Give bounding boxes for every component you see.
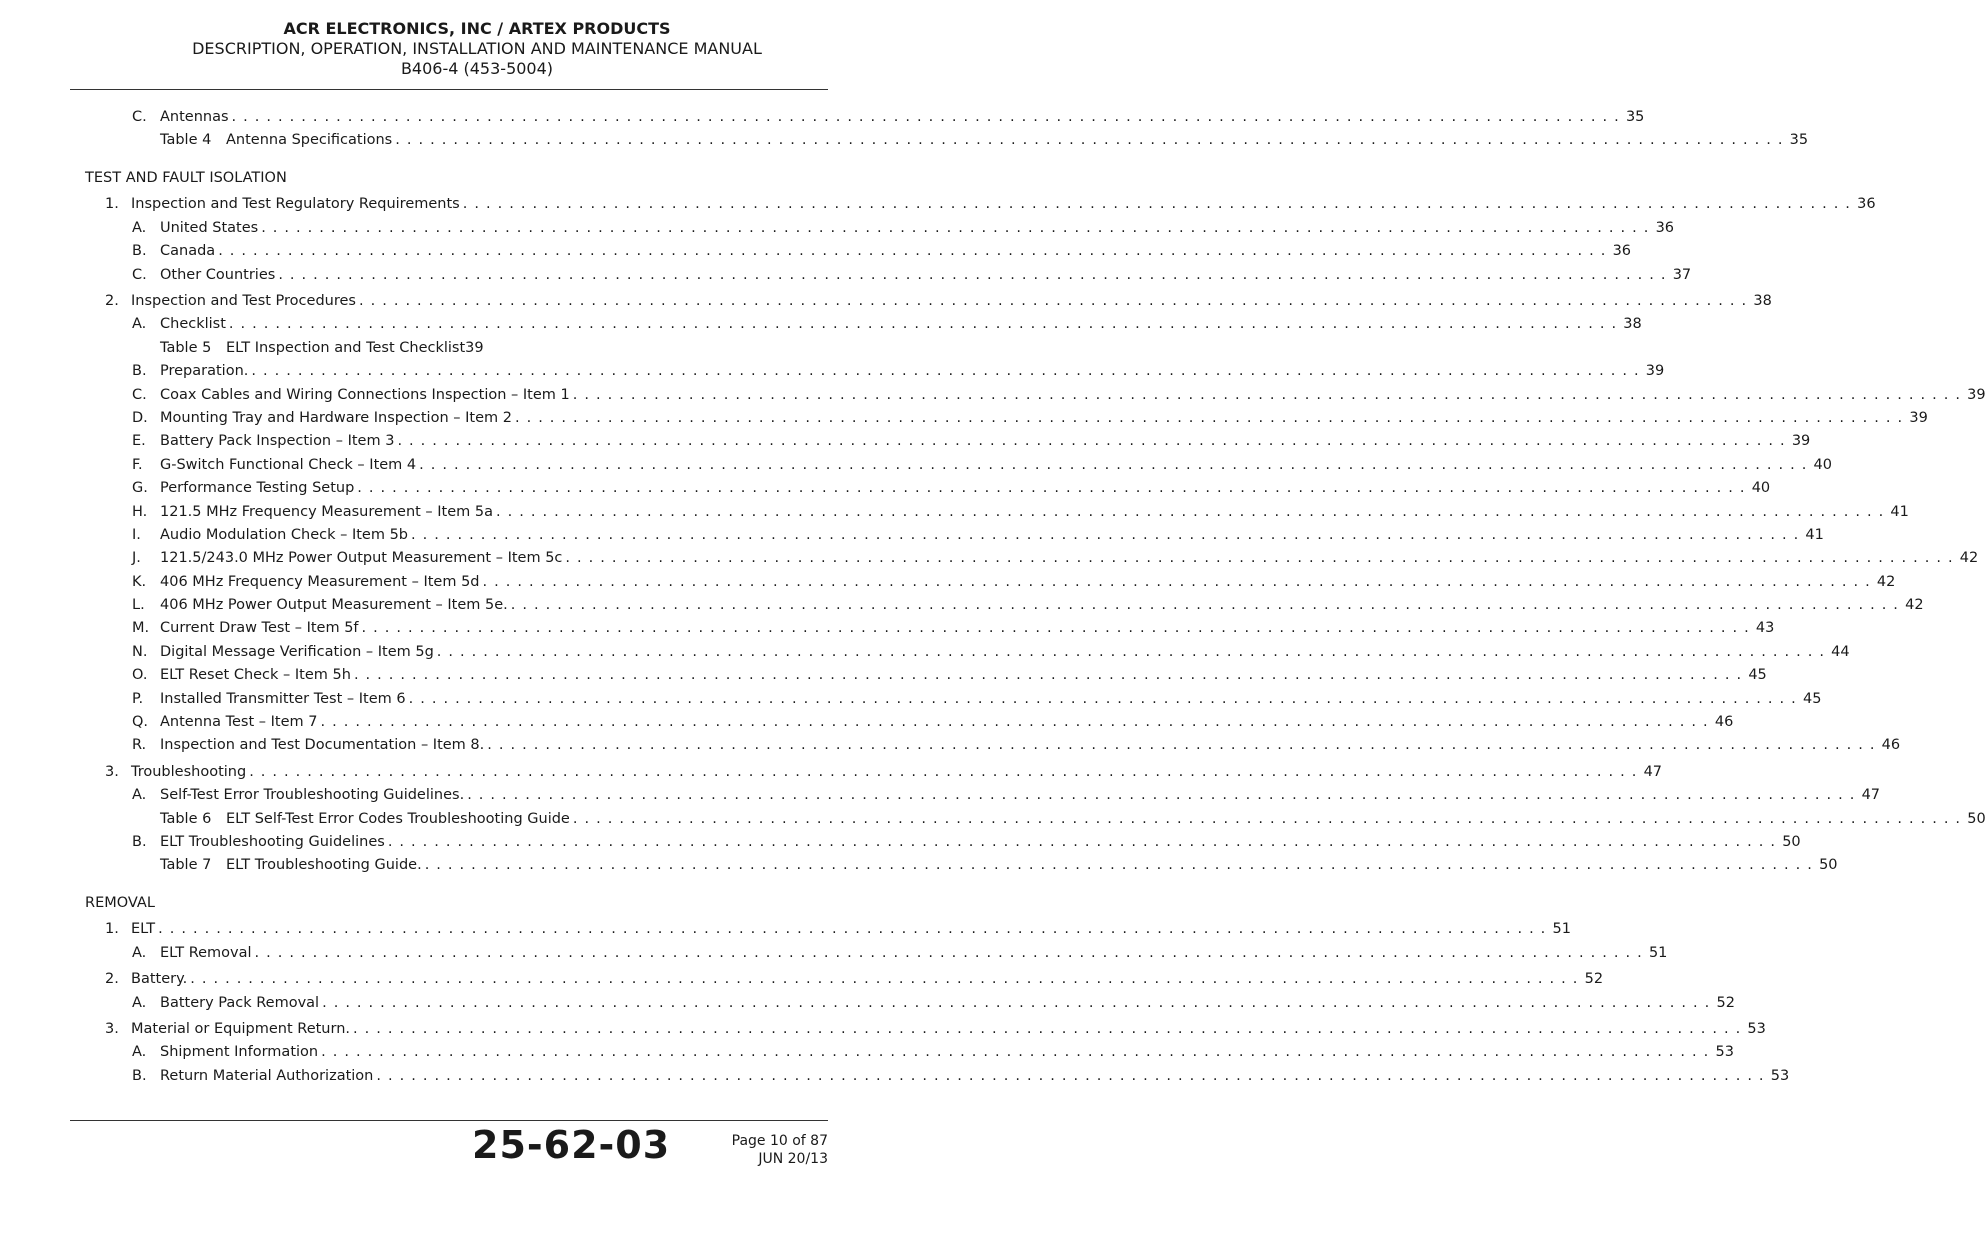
toc-entry[interactable] [132,432,1811,450]
toc-entry-page: 39 [1791,433,1811,449]
toc-entry-number: D. [132,410,148,426]
toc-entry-number: N. [132,644,148,660]
toc-entry-title: Self-Test Error Troubleshooting Guidelines. [160,787,465,803]
dot-leader: . . . . . . . . . . . . . . . . . . . . . . . . . . . . . . . . . . . . . . . . . . . . . . . . . . . . . . . . . . . . . . . . . . . . . . . . . . . . . . . . . . . . . . . . . . . . . . . . . . . . . . . . . . . . . . . . . . . . . . . . [572,811,1962,827]
toc-entry-title: 406 MHz Power Output Measurement – Item 5e. [160,597,508,613]
toc-entry-number: O. [132,667,148,683]
toc-entry-number: K. [132,574,147,590]
toc-entry-title: ELT Troubleshooting Guidelines [160,834,385,850]
toc-entry-number: Table 6 [160,811,212,827]
header-rule [70,89,828,90]
toc-entry-title: Checklist [160,316,226,332]
toc-entry[interactable] [132,219,1675,237]
document-code: 25-62-03 [472,1123,671,1167]
dot-leader: . . . . . . . . . . . . . . . . . . . . . . . . . . . . . . . . . . . . . . . . . . . . . . . . . . . . . . . . . . . . . . . . . . . . . . . . . . . . . . . . . . . . . . . . . . . . . . . . . . . . . . . . . . . . . . . . . . . . . . . . [228,316,1618,332]
dot-leader: . . . . . . . . . . . . . . . . . . . . . . . . . . . . . . . . . . . . . . . . . . . . . . . . . . . . . . . . . . . . . . . . . . . . . . . . . . . . . . . . . . . . . . . . . . . . . . . . . . . . . . . . . . . . . . . . . . . . . . . . [424,857,1814,873]
dot-leader: . . . . . . . . . . . . . . . . . . . . . . . . . . . . . . . . . . . . . . . . . . . . . . . . . . . . . . . . . . . . . . . . . . . . . . . . . . . . . . . . . . . . . . . . . . . . . . . . . . . . . . . . . . . . . . . . . . . . . . . . [419,457,1808,473]
toc-entry-page: 53 [1715,1044,1734,1060]
toc-entry-title: Inspection and Test Documentation – Item 8. [160,737,485,753]
toc-entry[interactable] [132,315,1642,333]
toc-entry-page: 35 [1625,109,1645,125]
dot-leader: . . . . . . . . . . . . . . . . . . . . . . . . . . . . . . . . . . . . . . . . . . . . . . . . . . . . . . . . . . . . . . . . . . . . . . . . . . . . . . . . . . . . . . . . . . . . . . . . . . . . . . . . . . . . . . . . . . . . . . . . [514,410,1904,426]
toc-entry-page: 53 [1770,1068,1790,1084]
toc-entry[interactable] [132,503,1909,521]
toc-entry-title: Mounting Tray and Hardware Inspection – Item 2 [160,410,512,426]
toc-entry-page: 35 [1789,132,1809,148]
toc-entry-number: C. [132,267,147,283]
toc-entry-number: Table 4 [160,132,212,148]
toc-entry[interactable] [132,573,1896,591]
toc-entry-page: 38 [1623,316,1642,332]
toc-entry-page: 39 [1645,363,1665,379]
toc-entry-number: R. [132,737,147,753]
toc-entry-title: Installed Transmitter Test – Item 6 [160,691,406,707]
toc-entry[interactable] [132,713,1734,731]
dot-leader: . . . . . . . . . . . . . . . . . . . . . . . . . . . . . . . . . . . . . . . . . . . . . . . . . . . . . . . . . . . . . . . . . . . . . . . . . . . . . . . . . . . . . . . . . . . . . . . . . . . . . . . . . . . . . . . . . . . . . . . . [353,1021,1742,1037]
toc-entry-page: 44 [1831,644,1850,660]
toc-entry[interactable] [132,736,1901,754]
toc-entry-page: 46 [1881,737,1901,753]
toc-entry-title: Material or Equipment Return. [131,1021,351,1037]
toc-entry-number: 3. [105,1021,119,1037]
toc-entry-page: 39 [1909,410,1928,426]
toc-entry-number: Table 7 [160,857,212,873]
toc-entry-page: 52 [1716,995,1735,1011]
toc-entry-title: ELT Reset Check – Item 5h [160,667,351,683]
model-number: B406-4 (453-5004) [400,59,554,78]
toc-entry-title: Canada [160,243,216,259]
toc-entry-number: P. [132,691,144,707]
dot-leader: . . . . . . . . . . . . . . . . . . . . . . . . . . . . . . . . . . . . . . . . . . . . . . . . . . . . . . . . . . . . . . . . . . . . . . . . . . . . . . . . . . . . . . . . . . . . . . . . . . . . . . . . . . . . . . . . . . . . . . . . [408,691,1797,707]
toc-entry-number: H. [132,504,148,520]
toc-entry[interactable] [132,994,1735,1012]
dot-leader: . . . . . . . . . . . . . . . . . . . . . . . . . . . . . . . . . . . . . . . . . . . . . . . . . . . . . . . . . . . . . . . . . . . . . . . . . . . . . . . . . . . . . . . . . . . . . . . . . . . . . . . . . . . . . . . . . . . . . . . . [261,220,1650,236]
toc-entry-title: ELT [131,921,156,937]
toc-entry-page: 45 [1802,691,1822,707]
toc-entry-page: 41 [1890,504,1909,520]
toc-entry-title: Inspection and Test Regulatory Requirements [131,196,460,212]
toc-entry-title: ELT Troubleshooting Guide. [226,857,422,873]
toc-entry-page: 36 [1655,220,1675,236]
toc-entry[interactable] [132,619,1775,637]
toc-entry[interactable] [132,242,1632,260]
revision-date: JUN 20/13 [758,1151,828,1167]
toc-entry-title: 121.5 MHz Frequency Measurement – Item 5a [160,504,494,520]
dot-leader: . . . . . . . . . . . . . . . . . . . . . . . . . . . . . . . . . . . . . . . . . . . . . . . . . . . . . . . . . . . . . . . . . . . . . . . . . . . . . . . . . . . . . . . . . . . . . . . . . . . . . . . . . . . . . . . . . . . . . . . . [487,737,1876,753]
toc-entry-title: Current Draw Test – Item 5f [160,620,359,636]
toc-entry-title: Antenna Test – Item 7 [160,714,318,730]
toc-entry-title: Inspection and Test Procedures [131,293,356,309]
dot-leader: . . . . . . . . . . . . . . . . . . . . . . . . . . . . . . . . . . . . . . . . . . . . . . . . . . . . . . . . . . . . . . . . . . . . . . . . . . . . . . . . . . . . . . . . . . . . . . . . . . . . . . . . . . . . . . . . . . . . . . . . [278,267,1667,283]
toc-entry-title: Troubleshooting [131,764,247,780]
dot-leader: . . . . . . . . . . . . . . . . . . . . . . . . . . . . . . . . . . . . . . . . . . . . . . . . . . . . . . . . . . . . . . . . . . . . . . . . . . . . . . . . . . . . . . . . . . . . . . . . . . . . . . . . . . . . . . . . . . . . . . . . [320,714,1709,730]
toc-entry-number: 1. [105,196,119,212]
toc-entry-title: Coax Cables and Wiring Connections Inspection – Item 1 [160,387,570,403]
toc-entry-title: Battery Pack Removal [160,995,320,1011]
toc-entry-page: 39 [1967,387,1986,403]
dot-leader: . . . . . . . . . . . . . . . . . . . . . . . . . . . . . . . . . . . . . . . . . . . . . . . . . . . . . . . . . . . . . . . . . . . . . . . . . . . . . . . . . . . . . . . . . . . . . . . . . . . . . . . . . . . . . . . . . . . . . . . . [572,387,1962,403]
toc-entry[interactable] [132,690,1822,708]
dot-leader: . . . . . . . . . . . . . . . . . . . . . . . . . . . . . . . . . . . . . . . . . . . . . . . . . . . . . . . . . . . . . . . . . . . . . . . . . . . . . . . . . . . . . . . . . . . . . . . . . . . . . . . . . . . . . . . . . . . . . . . . [397,433,1786,449]
toc-entry-number: B. [132,1068,147,1084]
toc-entry-page: 50 [1819,857,1838,873]
toc-entry[interactable] [105,920,1571,938]
dot-leader: . . . . . . . . . . . . . . . . . . . . . . . . . . . . . . . . . . . . . . . . . . . . . . . . . . . . . . . . . . . . . . . . . . . . . . . . . . . . . . . . . . . . . . . . . . . . . . . . . . . . . . . . . . . . . . . . . . . . . . . . [357,480,1746,496]
toc-entry[interactable] [132,944,1668,962]
toc-entry[interactable] [105,763,1663,781]
dot-leader: . . . . . . . . . . . . . . . . . . . . . . . . . . . . . . . . . . . . . . . . . . . . . . . . . . . . . . . . . . . . . . . . . . . . . . . . . . . . . . . . . . . . . . . . . . . . . . . . . . . . . . . . . . . . . . . . . . . . . . . . [254,945,1643,961]
document-header [0,18,954,79]
dot-leader: . . . . . . . . . . . . . . . . . . . . . . . . . . . . . . . . . . . . . . . . . . . . . . . . . . . . . . . . . . . . . . . . . . . . . . . . . . . . . . . . . . . . . . . . . . . . . . . . . . . . . . . . . . . . . . . . . . . . . . . . [411,527,1800,543]
toc-entry-title: ELT Removal [160,945,252,961]
toc-entry[interactable] [132,456,1832,474]
toc-entry[interactable] [132,409,1928,427]
toc-entry-page: 47 [1861,787,1881,803]
toc-entry-number: 2. [105,971,119,987]
dot-leader: . . . . . . . . . . . . . . . . . . . . . . . . . . . . . . . . . . . . . . . . . . . . . . . . . . . . . . . . . . . . . . . . . . . . . . . . . . . . . . . . . . . . . . . . . . . . . . . . . . . . . . . . . . . . . . . . . . . . . . . . [462,196,1852,212]
toc-entry[interactable] [132,479,1771,497]
toc-entry-number: A. [132,1044,147,1060]
toc-entry[interactable] [132,108,1645,126]
toc-entry[interactable] [105,1020,1766,1038]
toc-entry[interactable] [132,549,1979,567]
toc-entry[interactable] [132,833,1801,851]
toc-entry-title: Digital Message Verification – Item 5g [160,644,434,660]
toc-entry-number: L. [132,597,145,613]
dot-leader: . . . . . . . . . . . . . . . . . . . . . . . . . . . . . . . . . . . . . . . . . . . . . . . . . . . . . . . . . . . . . . . . . . . . . . . . . . . . . . . . . . . . . . . . . . . . . . . . . . . . . . . . . . . . . . . . . . . . . . . . [467,787,1856,803]
dot-leader: . . . . . . . . . . . . . . . . . . . . . . . . . . . . . . . . . . . . . . . . . . . . . . . . . . . . . . . . . . . . . . . . . . . . . . . . . . . . . . . . . . . . . . . . . . . . . . . . . . . . . . . . . . . . . . . . . . . . . . . . [510,597,1900,613]
toc-entry-page: 50 [1782,834,1801,850]
toc-entry-page: 42 [1959,550,1979,566]
toc-entry[interactable] [132,643,1850,661]
manual-title: DESCRIPTION, OPERATION, INSTALLATION AND MAINTENANCE MANUAL [192,39,762,58]
toc-entry[interactable] [105,970,1604,988]
dot-leader: . . . . . . . . . . . . . . . . . . . . . . . . . . . . . . . . . . . . . . . . . . . . . . . . . . . . . . . . . . . . . . . . . . . . . . . . . . . . . . . . . . . . . . . . . . . . . . . . . . . . . . . . . . . . . . . . . . . . . . . . [251,363,1640,379]
toc-entry-number: G. [132,480,148,496]
dot-leader: . . . . . . . . . . . . . . . . . . . . . . . . . . . . . . . . . . . . . . . . . . . . . . . . . . . . . . . . . . . . . . . . . . . . . . . . . . . . . . . . . . . . . . . . . . . . . . . . . . . . . . . . . . . . . . . . . . . . . . . . [190,971,1579,987]
toc-entry-title: 406 MHz Frequency Measurement – Item 5d [160,574,480,590]
dot-leader: . . . . . . . . . . . . . . . . . . . . . . . . . . . . . . . . . . . . . . . . . . . . . . . . . . . . . . . . . . . . . . . . . . . . . . . . . . . . . . . . . . . . . . . . . . . . . . . . . . . . . . . . . . . . . . . . . . . . . . . . [322,995,1711,1011]
dot-leader: . . . . . . . . . . . . . . . . . . . . . . . . . . . . . . . . . . . . . . . . . . . . . . . . . . . . . . . . . . . . . . . . . . . . . . . . . . . . . . . . . . . . . . . . . . . . . . . . . . . . . . . . . . . . . . . . . . . . . . . . [358,293,1748,309]
toc-entry-number: A. [132,787,147,803]
toc-entry-title: United States [160,220,259,236]
toc-entry[interactable] [132,362,1665,380]
toc-entry[interactable] [160,810,1986,828]
dot-leader: . . . . . . . . . . . . . . . . . . . . . . . . . . . . . . . . . . . . . . . . . . . . . . . . . . . . . . . . . . . . . . . . . . . . . . . . . . . . . . . . . . . . . . . . . . . . . . . . . . . . . . . . . . . . . . . . . . . . . . . . [565,550,1954,566]
toc-entry-page: 47 [1643,764,1663,780]
toc-entry-page: 42 [1905,597,1924,613]
toc-entry-page: 37 [1672,267,1692,283]
toc-entry-number: I. [132,527,141,543]
toc-entry-number: C. [132,387,147,403]
toc-entry[interactable] [132,786,1881,804]
dot-leader: . . . . . . . . . . . . . . . . . . . . . . . . . . . . . . . . . . . . . . . . . . . . . . . . . . . . . . . . . . . . . . . . . . . . . . . . . . . . . . . . . . . . . . . . . . . . . . . . . . . . . . . . . . . . . . . . . . . . . . . . [387,834,1777,850]
toc-entry-title: Audio Modulation Check – Item 5b [160,527,409,543]
toc-entry-page: 51 [1552,921,1571,937]
toc-entry-number: A. [132,995,147,1011]
toc-entry-page: 43 [1755,620,1775,636]
page-number: Page 10 of 87 [731,1133,828,1149]
toc-entry-number: A. [132,316,147,332]
toc-entry-number: B. [132,363,147,379]
dot-leader: . . . . . . . . . . . . . . . . . . . . . . . . . . . . . . . . . . . . . . . . . . . . . . . . . . . . . . . . . . . . . . . . . . . . . . . . . . . . . . . . . . . . . . . . . . . . . . . . . . . . . . . . . . . . . . . . . . . . . . . . [376,1068,1765,1084]
toc-entry-title: ELT Self-Test Error Codes Troubleshooting Guide [226,811,570,827]
toc-entry-page: 50 [1967,811,1986,827]
toc-entry-title: ELT Inspection and Test Checklist39 [226,340,484,356]
toc-entry-title: Return Material Authorization [160,1068,374,1084]
dot-leader: . . . . . . . . . . . . . . . . . . . . . . . . . . . . . . . . . . . . . . . . . . . . . . . . . . . . . . . . . . . . . . . . . . . . . . . . . . . . . . . . . . . . . . . . . . . . . . . . . . . . . . . . . . . . . . . . . . . . . . . . [158,921,1547,937]
toc-entry-number: E. [132,433,146,449]
dot-leader: . . . . . . . . . . . . . . . . . . . . . . . . . . . . . . . . . . . . . . . . . . . . . . . . . . . . . . . . . . . . . . . . . . . . . . . . . . . . . . . . . . . . . . . . . . . . . . . . . . . . . . . . . . . . . . . . . . . . . . . . [249,764,1638,780]
toc-entry-page: 52 [1584,971,1604,987]
dot-leader: . . . . . . . . . . . . . . . . . . . . . . . . . . . . . . . . . . . . . . . . . . . . . . . . . . . . . . . . . . . . . . . . . . . . . . . . . . . . . . . . . . . . . . . . . . . . . . . . . . . . . . . . . . . . . . . . . . . . . . . . [496,504,1885,520]
toc-entry-page: 45 [1748,667,1767,683]
toc-entry-number: B. [132,834,147,850]
section-heading: REMOVAL [85,895,155,911]
footer-rule [70,1120,828,1121]
toc-entry-title: Other Countries [160,267,276,283]
dot-leader: . . . . . . . . . . . . . . . . . . . . . . . . . . . . . . . . . . . . . . . . . . . . . . . . . . . . . . . . . . . . . . . . . . . . . . . . . . . . . . . . . . . . . . . . . . . . . . . . . . . . . . . . . . . . . . . . . . . . . . . . [436,644,1826,660]
toc-entry-page: 40 [1813,457,1832,473]
toc-entry[interactable] [105,195,1876,213]
toc-entry-number: J. [132,550,141,566]
toc-entry-title: Shipment Information [160,1044,319,1060]
toc-entry[interactable] [132,266,1692,284]
toc-entry-number: Table 5 [160,340,212,356]
toc-entry-title: Battery. [131,971,188,987]
toc-entry-title: Battery Pack Inspection – Item 3 [160,433,395,449]
toc-entry[interactable] [160,131,1809,149]
toc-entry-number: B. [132,243,147,259]
toc-entry[interactable] [132,386,1986,404]
toc-entry-title: 121.5/243.0 MHz Power Output Measurement – Item 5c [160,550,563,566]
toc-entry-title: Antenna Specifications [226,132,393,148]
toc-entry-number: A. [132,945,147,961]
page-info [732,1132,828,1168]
toc-entry-title: Antennas [160,109,229,125]
toc-entry-number: C. [132,109,147,125]
toc-entry[interactable] [132,526,1824,544]
toc-entry-page: 40 [1751,480,1771,496]
toc-entry-page: 38 [1753,293,1772,309]
toc-entry[interactable] [160,856,1838,874]
dot-leader: . . . . . . . . . . . . . . . . . . . . . . . . . . . . . . . . . . . . . . . . . . . . . . . . . . . . . . . . . . . . . . . . . . . . . . . . . . . . . . . . . . . . . . . . . . . . . . . . . . . . . . . . . . . . . . . . . . . . . . . . [395,132,1784,148]
dot-leader: . . . . . . . . . . . . . . . . . . . . . . . . . . . . . . . . . . . . . . . . . . . . . . . . . . . . . . . . . . . . . . . . . . . . . . . . . . . . . . . . . . . . . . . . . . . . . . . . . . . . . . . . . . . . . . . . . . . . . . . . [321,1044,1710,1060]
toc-entry-page: 51 [1648,945,1668,961]
toc-entry[interactable] [132,1067,1790,1085]
toc-entry-page: 36 [1857,196,1876,212]
toc-entry-page: 53 [1747,1021,1766,1037]
toc-entry-number: 2. [105,293,119,309]
dot-leader: . . . . . . . . . . . . . . . . . . . . . . . . . . . . . . . . . . . . . . . . . . . . . . . . . . . . . . . . . . . . . . . . . . . . . . . . . . . . . . . . . . . . . . . . . . . . . . . . . . . . . . . . . . . . . . . . . . . . . . . . [482,574,1871,590]
toc-entry-title: G-Switch Functional Check – Item 4 [160,457,417,473]
toc-entry[interactable] [132,1043,1734,1061]
dot-leader: . . . . . . . . . . . . . . . . . . . . . . . . . . . . . . . . . . . . . . . . . . . . . . . . . . . . . . . . . . . . . . . . . . . . . . . . . . . . . . . . . . . . . . . . . . . . . . . . . . . . . . . . . . . . . . . . . . . . . . . . [231,109,1620,125]
toc-entry-title: Performance Testing Setup [160,480,355,496]
toc-entry-number: F. [132,457,143,473]
dot-leader: . . . . . . . . . . . . . . . . . . . . . . . . . . . . . . . . . . . . . . . . . . . . . . . . . . . . . . . . . . . . . . . . . . . . . . . . . . . . . . . . . . . . . . . . . . . . . . . . . . . . . . . . . . . . . . . . . . . . . . . . [353,667,1743,683]
toc-entry-number: Q. [132,714,149,730]
toc-entry-page: 42 [1876,574,1896,590]
dot-leader: . . . . . . . . . . . . . . . . . . . . . . . . . . . . . . . . . . . . . . . . . . . . . . . . . . . . . . . . . . . . . . . . . . . . . . . . . . . . . . . . . . . . . . . . . . . . . . . . . . . . . . . . . . . . . . . . . . . . . . . . [218,243,1607,259]
dot-leader: . . . . . . . . . . . . . . . . . . . . . . . . . . . . . . . . . . . . . . . . . . . . . . . . . . . . . . . . . . . . . . . . . . . . . . . . . . . . . . . . . . . . . . . . . . . . . . . . . . . . . . . . . . . . . . . . . . . . . . . . [361,620,1750,636]
toc-entry[interactable] [132,666,1767,684]
toc-entry-number: M. [132,620,150,636]
toc-entry-page: 41 [1805,527,1824,543]
toc-entry[interactable] [105,292,1772,310]
toc-entry[interactable] [132,596,1924,614]
toc-entry-number: 1. [105,921,119,937]
toc-entry-page: 46 [1714,714,1734,730]
toc-entry[interactable] [160,339,828,357]
section-heading: TEST AND FAULT ISOLATION [85,170,287,186]
toc-entry-number: A. [132,220,147,236]
toc-entry-title: Preparation. [160,363,249,379]
toc-entry-page: 36 [1612,243,1632,259]
toc-entry-number: 3. [105,764,119,780]
company-title: ACR ELECTRONICS, INC / ARTEX PRODUCTS [283,19,671,38]
